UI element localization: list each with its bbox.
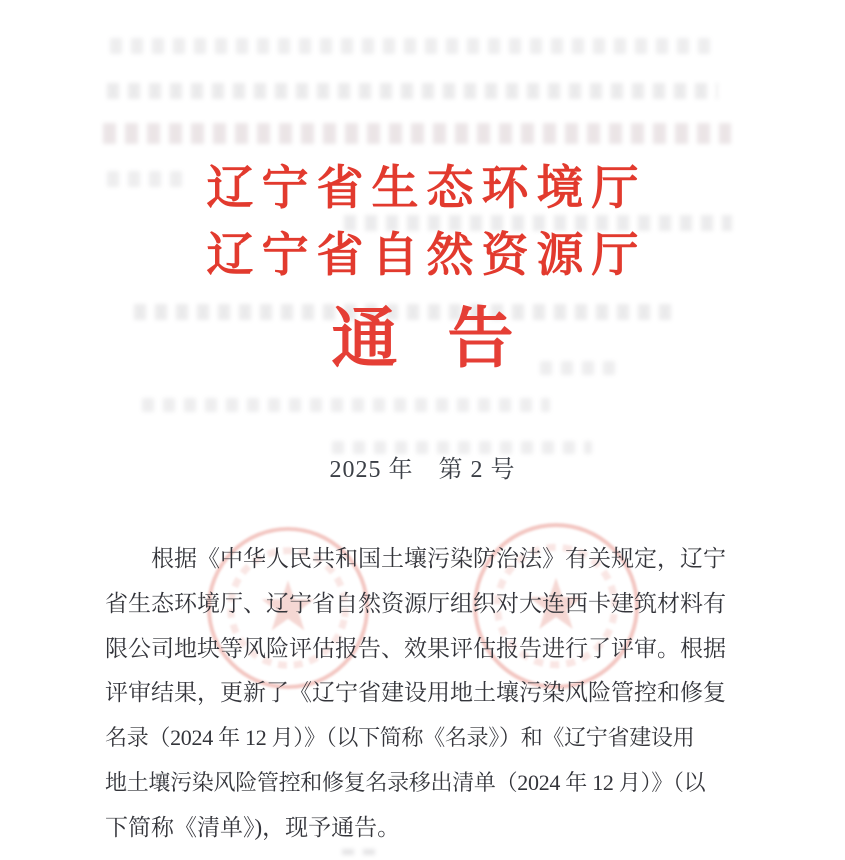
body-line: 评审结果，更新了《辽宁省建设用地土壤污染风险管控和修复	[105, 680, 726, 706]
body-paragraph	[105, 537, 729, 851]
issuer-name-line2: 辽宁省自然资源厅	[206, 230, 647, 282]
bleedthrough-artifact	[332, 441, 592, 454]
body-line: 下简称《清单》)，现予通告。	[105, 814, 401, 840]
body-line: 根据《中华人民共和国土壤污染防治法》有关规定，辽宁	[151, 546, 726, 571]
body-line: 限公司地块等风险评估报告、效果评估报告进行了评审。根据	[105, 635, 726, 661]
body-line: 地土壤污染风险管控和修复名录移出清单（2024 年 12 月）》（以	[105, 769, 706, 795]
document-title: 通告	[331, 303, 564, 376]
bleedthrough-artifact	[110, 38, 710, 54]
issuer-name-line1: 辽宁省生态环境厅	[206, 163, 647, 215]
body-line: 省生态环境厅、辽宁省自然资源厅组织对大连西卡建筑材料有	[105, 590, 726, 616]
document-number: 2025 年 第 2 号	[329, 457, 516, 483]
bleedthrough-artifact	[142, 398, 550, 412]
body-line: 名录（2024 年 12 月）》（以下简称《名录》）和《辽宁省建设用	[105, 725, 695, 751]
bleedthrough-artifact	[107, 83, 718, 99]
bleedthrough-artifact	[103, 123, 731, 144]
